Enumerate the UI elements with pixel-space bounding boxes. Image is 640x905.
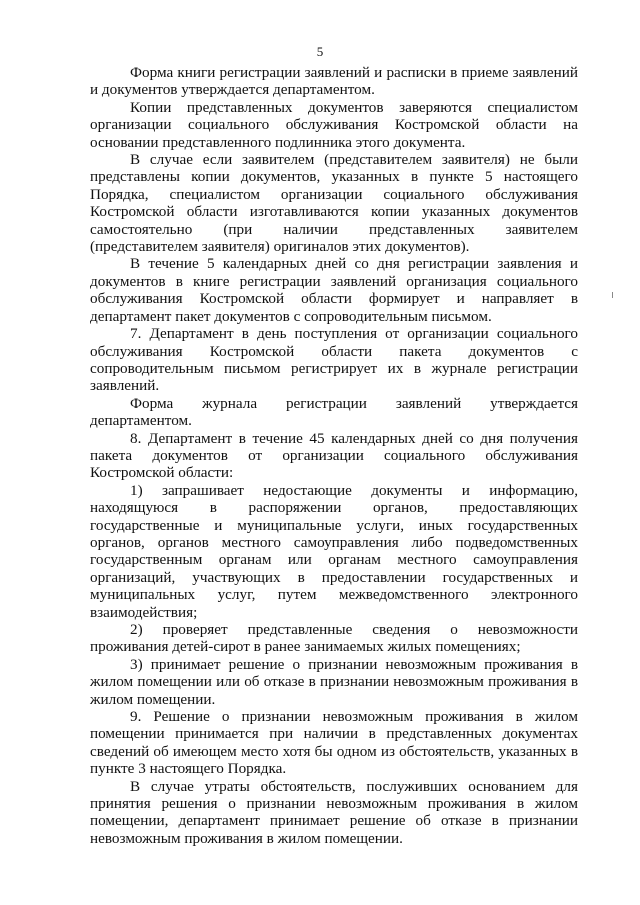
- paragraph-item-9: 9. Решение о признании невозможным проживания в жилом помещении принимается при наличии в представленных документах сведений об имеющем место хотя бы одном из обстоятельств, указанных в пункте 3 настоящего Порядка.: [90, 708, 578, 778]
- paragraph-subitem-1: 1) запрашивает недостающие документы и информацию, находящуюся в распоряжении органов, предоставляющих государственные и муниципальные услуги, иных государственных органов, органов местного самоуправления либо подведомственных государственным органам или органам местного самоуправления организаций, участвующих в предоставлении государственных и муниципальных услуг, путем межведомственного электронного взаимодействия;: [90, 481, 578, 621]
- page-number: 5: [316, 44, 324, 59]
- paragraph-item-8: 8. Департамент в течение 45 календарных дней со дня получения пакета документов от организации социального обслуживания Костромской области:: [90, 429, 578, 482]
- paragraph-journal-form: Форма журнала регистрации заявлений утверждается департаментом.: [90, 394, 578, 430]
- paragraph-subitem-2: 2) проверяет представленные сведения о невозможности проживания детей-сирот в ранее занимаемых жилых помещениях;: [90, 621, 578, 656]
- paragraph-subitem-3: 3) принимает решение о признании невозможным проживания в жилом помещении или об отказе в признании невозможным проживания в жилом помещении.: [90, 655, 578, 708]
- document-body: [90, 64, 578, 847]
- paragraph-document-copies: Копии представленных документов заверяются специалистом организации социального обслуживания Костромской области на основании представленного подлинника этого документа.: [90, 98, 578, 151]
- paragraph-loss-of-circumstances: В случае утраты обстоятельств, послуживших основанием для принятия решения о признании невозможным проживания в жилом помещении, департамент принимает решение об отказе в признании невозможным проживания в жилом помещении.: [90, 777, 578, 847]
- scan-mark: [612, 292, 613, 298]
- paragraph-item-7: 7. Департамент в день поступления от организации социального обслуживания Костромской области пакета документов с сопроводительным письмом регистрирует их в журнале регистрации заявлений.: [90, 325, 578, 395]
- paragraph-copies-not-provided: В случае если заявителем (представителем заявителя) не были представлены копии документов, указанных в пункте 5 настоящего Порядка, специалистом организации социального обслуживания Костромской области изготавливаются копии указанных документов самостоятельно (при наличии представленных заявителем (представителем заявителя) оригиналов этих документов).: [90, 151, 578, 256]
- paragraph-registration-book-form: Форма книги регистрации заявлений и расписки в приеме заявлений и документов утверждается департаментом.: [90, 64, 578, 99]
- paragraph-five-day-term: В течение 5 календарных дней со дня регистрации заявления и документов в книге регистрации заявлений организация социального обслуживания Костромской области формирует и направляет в департамент пакет документов с сопроводительным письмом.: [90, 255, 578, 325]
